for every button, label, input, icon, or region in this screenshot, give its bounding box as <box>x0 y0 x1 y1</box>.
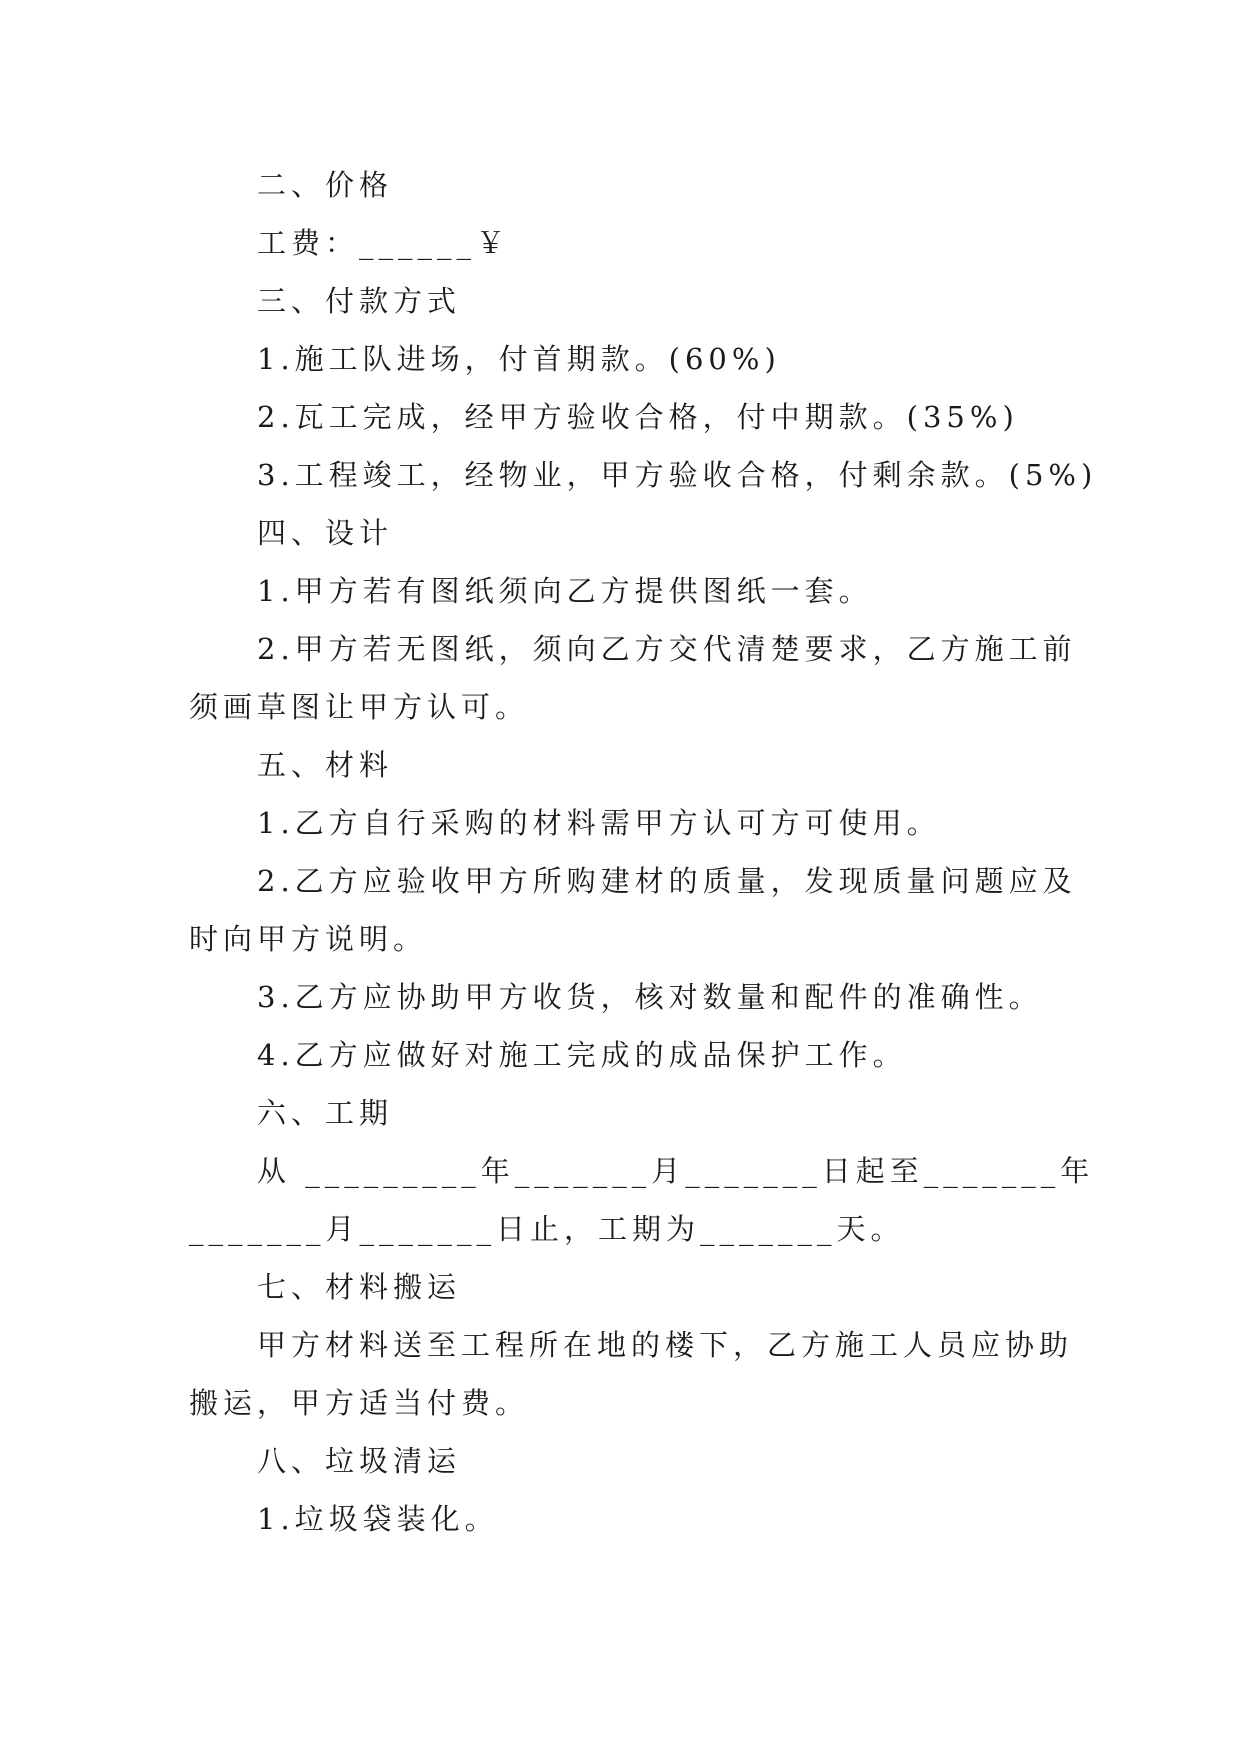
design-item-2-line-1: 2.甲方若无图纸，须向乙方交代清楚要求，乙方施工前 <box>257 632 1077 666</box>
section-heading-transport: 七、材料搬运 <box>257 1270 462 1304</box>
design-item-1: 1.甲方若有图纸须向乙方提供图纸一套。 <box>257 574 873 608</box>
materials-item-4: 4.乙方应做好对施工完成的成品保护工作。 <box>257 1038 907 1072</box>
payment-item-2: 2.瓦工完成，经甲方验收合格，付中期款。(35%) <box>257 400 1019 434</box>
section-heading-price: 二、价格 <box>257 168 394 202</box>
transport-line-1: 甲方材料送至工程所在地的楼下，乙方施工人员应协助 <box>257 1328 1074 1362</box>
materials-item-1: 1.乙方自行采购的材料需甲方认可方可使用。 <box>257 806 941 840</box>
labor-fee-line: 工费：______￥ <box>257 226 511 260</box>
section-heading-schedule: 六、工期 <box>257 1096 394 1130</box>
materials-item-2-line-2: 时向甲方说明。 <box>189 922 428 956</box>
schedule-line-1: 从 _________年_______月_______日起至_______年 <box>257 1154 1095 1188</box>
payment-item-3: 3.工程竣工，经物业，甲方验收合格，付剩余款。(5%) <box>257 458 1098 492</box>
materials-item-2-line-1: 2.乙方应验收甲方所购建材的质量，发现质量问题应及 <box>257 864 1077 898</box>
transport-line-2: 搬运，甲方适当付费。 <box>189 1386 530 1420</box>
waste-item-1: 1.垃圾袋装化。 <box>257 1502 499 1536</box>
materials-item-3: 3.乙方应协助甲方收货，核对数量和配件的准确性。 <box>257 980 1043 1014</box>
section-heading-design: 四、设计 <box>257 516 394 550</box>
design-item-2-line-2: 须画草图让甲方认可。 <box>189 690 530 724</box>
payment-item-1: 1.施工队进场，付首期款。(60%) <box>257 342 781 376</box>
section-heading-materials: 五、材料 <box>257 748 394 782</box>
section-heading-waste: 八、垃圾清运 <box>257 1444 462 1478</box>
schedule-line-2: _______月_______日止，工期为_______天。 <box>189 1212 905 1246</box>
section-heading-payment: 三、付款方式 <box>257 284 462 318</box>
